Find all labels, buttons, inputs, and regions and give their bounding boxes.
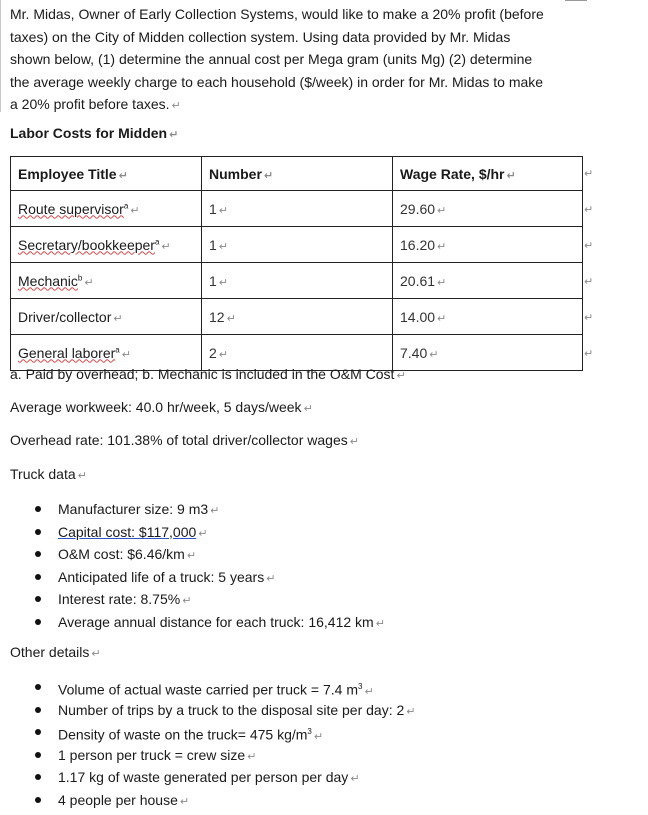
table-row bbox=[11, 299, 583, 335]
overhead-text: Overhead rate: 101.38% of total driver/collector wages ↵ bbox=[10, 432, 359, 448]
table-row bbox=[11, 191, 583, 227]
row-end-marks bbox=[584, 156, 598, 372]
paragraph-mark: ↵ bbox=[169, 129, 179, 141]
page-corner-mark bbox=[565, 0, 587, 1]
workweek-text: Average workweek: 40.0 hr/week, 5 days/week ↵ bbox=[10, 399, 313, 415]
row-end-mark: ↵ bbox=[584, 276, 594, 288]
list-item: Average annual distance for each truck: 16,412 km ↵ bbox=[0, 611, 385, 634]
number-cell: 2 ↵ bbox=[202, 335, 393, 371]
employee-title-cell: Mechanic$^b$ ↵ bbox=[11, 263, 202, 299]
row-end-mark: ↵ bbox=[584, 240, 594, 252]
header-wage-rate: Wage Rate, $/hr ↵ bbox=[393, 157, 583, 191]
table-row bbox=[11, 227, 583, 263]
list-item: Volume of actual waste carried per truck = 7.4 $m^3$ ↵ bbox=[0, 676, 416, 699]
margin-rule bbox=[0, 0, 1, 112]
truck-data-list bbox=[0, 498, 385, 633]
row-end-mark: ↵ bbox=[584, 348, 594, 360]
list-item: Interest rate: 8.75% ↵ bbox=[0, 588, 385, 611]
table-header-row bbox=[11, 157, 583, 191]
intro-line: the average weekly charge to each household ($/week) in order for Mr. Midas to make bbox=[10, 73, 544, 90]
list-item: Capital cost: $117,000 ↵ bbox=[0, 521, 385, 544]
table-row bbox=[11, 263, 583, 299]
number-cell: 1 ↵ bbox=[202, 227, 393, 263]
wage-cell: 16.20 ↵ bbox=[393, 227, 583, 263]
list-item: 1 person per truck = crew size ↵ bbox=[0, 744, 416, 767]
number-cell: 1 ↵ bbox=[202, 263, 393, 299]
list-item: Manufacturer size: 9 m3 ↵ bbox=[0, 498, 385, 521]
intro-line: a 20% profit before taxes. ↵ bbox=[10, 96, 181, 113]
paragraph-mark: ↵ bbox=[171, 100, 181, 113]
intro-line: Mr. Midas, Owner of Early Collection Systems, would like to make a 20% profit (before bbox=[10, 6, 544, 22]
truck-data-heading: Truck data ↵ bbox=[10, 466, 87, 482]
list-item: 4 people per house ↵ bbox=[0, 789, 416, 812]
number-cell: 1 ↵ bbox=[202, 191, 393, 227]
header-employee-title: Employee Title ↵ bbox=[11, 157, 202, 191]
list-item: O&M cost: $6.46/km ↵ bbox=[0, 543, 385, 566]
employee-title-cell: Route supervisor$^a$ ↵ bbox=[11, 191, 202, 227]
wage-cell: 20.61 ↵ bbox=[393, 263, 583, 299]
employee-title-cell: Secretary/bookkeeper$^a$ ↵ bbox=[11, 227, 202, 263]
intro-line: shown below, (1) determine the annual cost per Mega gram (units Mg) (2) determine bbox=[10, 51, 533, 68]
list-item: Anticipated life of a truck: 5 years ↵ bbox=[0, 566, 385, 589]
header-number: Number ↵ bbox=[202, 157, 393, 191]
wage-cell: 29.60 ↵ bbox=[393, 191, 583, 227]
row-end-mark: ↵ bbox=[584, 204, 594, 216]
problem-statement bbox=[10, 3, 570, 118]
row-end-mark: ↵ bbox=[584, 312, 594, 324]
list-item: Density of waste on the truck= 475 $kg/m^3$ ↵ bbox=[0, 721, 416, 744]
employee-title-cell: Driver/collector ↵ bbox=[11, 299, 202, 335]
list-item: Number of trips by a truck to the disposal site per day: 2 ↵ bbox=[0, 699, 416, 722]
wage-cell: 7.40 ↵ bbox=[393, 335, 583, 371]
table-footnote: a. Paid by overhead; b. Mechanic is included in the O&M Cost ↵ bbox=[10, 366, 406, 382]
list-item: 1.17 kg of waste generated per person per day ↵ bbox=[0, 766, 416, 789]
row-end-mark: ↵ bbox=[584, 168, 594, 180]
number-cell: 12 ↵ bbox=[202, 299, 393, 335]
wage-cell: 14.00 ↵ bbox=[393, 299, 583, 335]
employee-title-cell: General laborer$^a$ ↵ bbox=[11, 335, 202, 371]
labor-costs-heading: Labor Costs for Midden ↵ bbox=[10, 125, 179, 141]
other-details-list bbox=[0, 676, 416, 811]
labor-costs-table bbox=[10, 156, 583, 371]
other-details-heading: Other details ↵ bbox=[10, 644, 101, 660]
intro-line: taxes) on the City of Midden collection system. Using data provided by Mr. Midas bbox=[10, 28, 511, 45]
